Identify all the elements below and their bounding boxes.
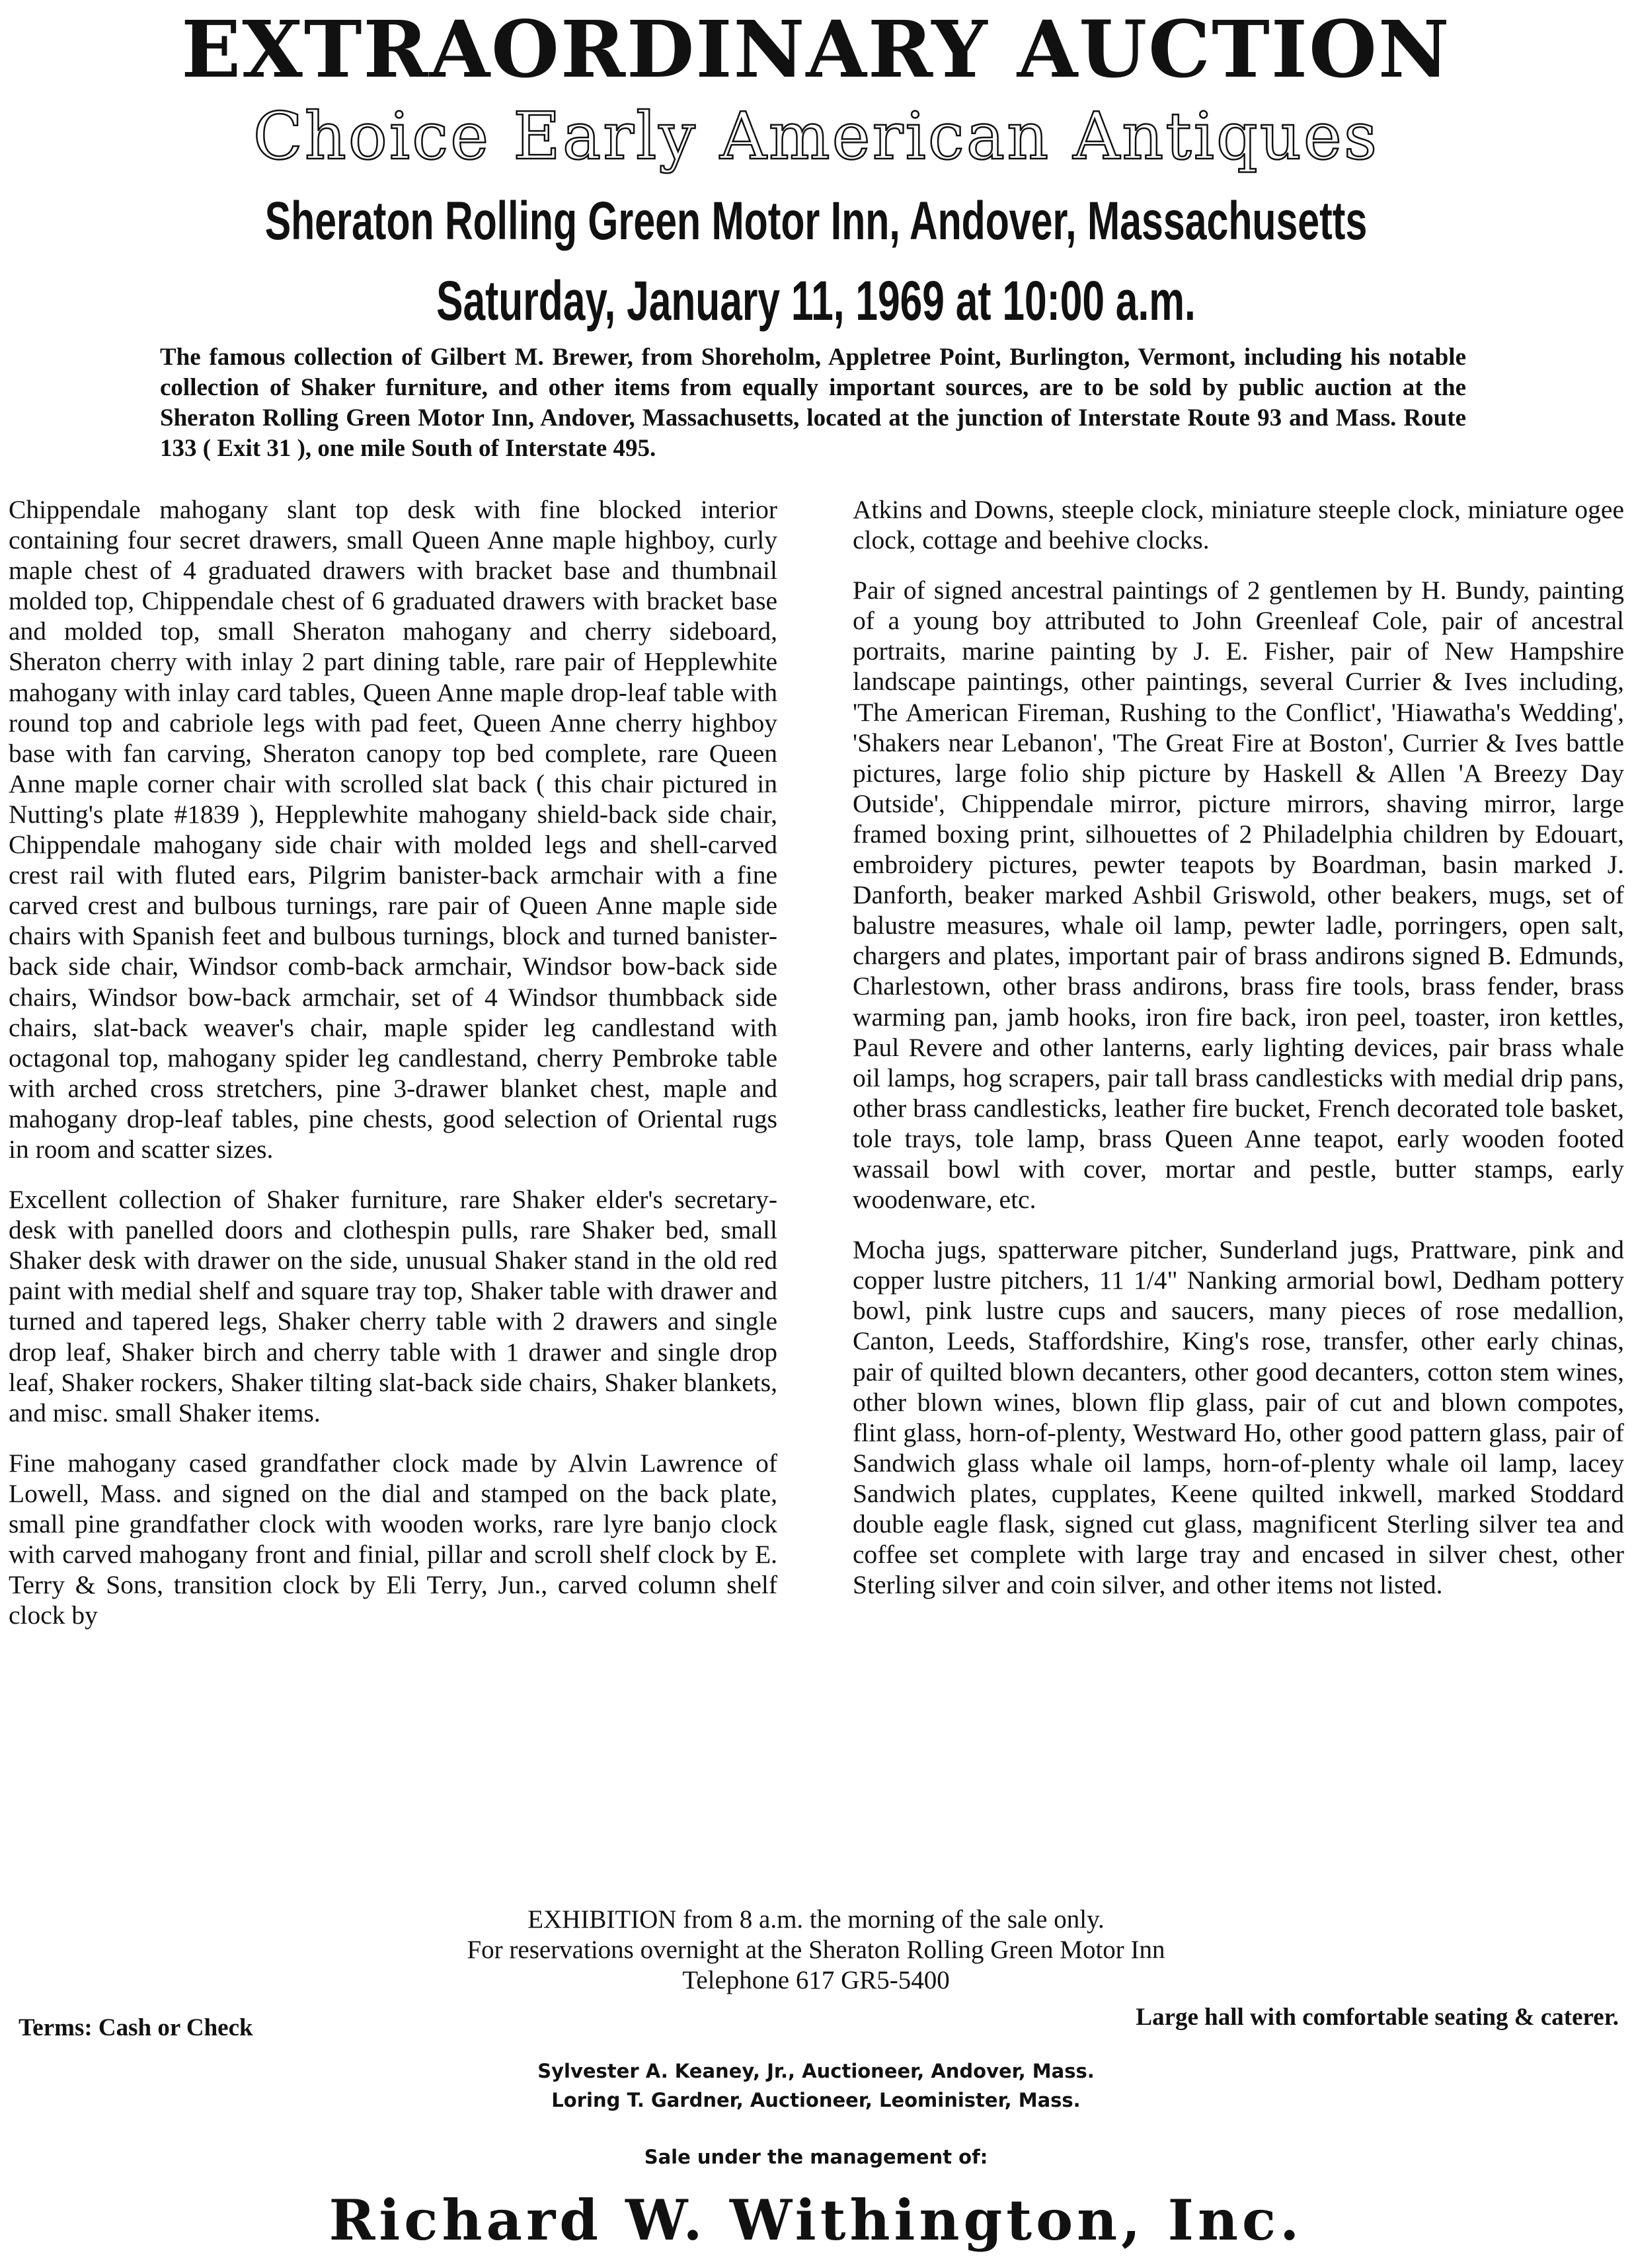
hall-text: Large hall with comfortable seating & caterer.	[1136, 2004, 1619, 2031]
exhibition-block	[0, 1905, 1632, 1996]
auctioneer-line-2: Loring T. Gardner, Auctioneer, Leominister, Mass.	[551, 2089, 1081, 2111]
exhibition-line: EXHIBITION from 8 a.m. the morning of the sale only.	[527, 1905, 1105, 1934]
clocks-continued-paragraph: Atkins and Downs, steeple clock, miniature steeple clock, miniature ogee clock, cottage and beehive clocks.	[853, 495, 1624, 555]
venue-line: Sheraton Rolling Green Motor Inn, Andover, Massachusetts	[264, 191, 1368, 251]
paintings-paragraph: Pair of signed ancestral paintings of 2 gentlemen by H. Bundy, painting of a young boy attributed to John Greenleaf Cole, pair of ancestral portraits, marine painting by J. E. Fisher, pair of New Hampshire landscape paintings, other paintings, several Currier & Ives including, 'The American Fireman, Rushing to the Conflict', 'Hiawatha's Wedding', 'Shakers near Lebanon', 'The Great Fire at Boston', Currier & Ives battle pictures, large folio ship picture by Haskell & Allen 'A Breezy Day Outside', Chippendale mirror, picture mirrors, shaving mirror, large framed boxing print, silhouettes of 2 Philadelphia children by Edouart, embroidery pictures, pewter teapots by Boardman, basin marked J. Danforth, beaker marked Ashbil Griswold, other beakers, mugs, set of balustre measures, whale oil lamp, pewter ladle, porringers, open salt, chargers and plates, important pair of brass andirons signed B. Edmunds, Charlestown, other brass andirons, brass fire tools, brass fender, brass warming pan, jamb hooks, iron fire back, iron peel, toaster, iron kettles, Paul Revere and other lanterns, early lighting devices, pair brass whale oil lamps, hog scrapers, pair tall brass candlesticks with medial drip pans, other brass candlesticks, leather fire bucket, French decorated tole basket, tole trays, tole lamp, brass Queen Anne teapot, early wooden footed wassail bowl with cover, mortar and pestle, butter stamps, early woodenware, etc.	[853, 576, 1624, 1215]
reservations-line: For reservations overnight at the Sheraton Rolling Green Motor Inn	[467, 1936, 1165, 1964]
subheadline: Choice Early American Antiques	[253, 99, 1379, 174]
furniture-paragraph: Chippendale mahogany slant top desk with fine blocked interior containing four secret drawers, small Queen Anne maple highboy, curly maple chest of 4 graduated drawers with bracket base and thumbnail molded top, Chippendale chest of 6 graduated drawers with bracket base and molded top, small Sheraton mahogany and cherry sideboard, Sheraton cherry with inlay 2 part dining table, rare pair of Hepplewhite mahogany with inlay card tables, Queen Anne maple drop-leaf table with round top and cabriole legs with pad feet, Queen Anne cherry highboy base with fan carving, Sheraton canopy top bed complete, rare Queen Anne maple corner chair with scrolled slat back ( this chair pictured in Nutting's plate #1839 ), Hepplewhite mahogany shield-back side chair, Chippendale mahogany side chair with molded legs and shell-carved crest rail with fluted ears, Pilgrim banister-back armchair with a fine carved crest and bulbous turnings, rare pair of Queen Anne maple side chairs with Spanish feet and bulbous turnings, block and turned banister-back side chair, Windsor comb-back armchair, Windsor bow-back side chairs, Windsor bow-back armchair, set of 4 Windsor thumbback side chairs, slat-back weaver's chair, maple spider leg candlestand with octagonal top, mahogany spider leg candlestand, cherry Pembroke table with arched cross stretchers, pine 3-drawer blanket chest, maple and mahogany drop-leaf tables, pine chests, good selection of Oriental rugs in room and scatter sizes.	[9, 495, 777, 1164]
company-name: Richard W. Withington, Inc.	[329, 2187, 1303, 2253]
shaker-paragraph: Excellent collection of Shaker furniture, rare Shaker elder's secretary-desk with panelled doors and clothespin pulls, rare Shaker bed, small Shaker desk with drawer on the side, unusual Shaker stand in the old red paint with medial shelf and square tray top, Shaker table with drawer and turned and tapered legs, Shaker cherry table with 2 drawers and single drop leaf, Shaker birch and cherry table with 1 drawer and single drop leaf, Shaker rockers, Shaker tilting slat-back side chairs, Shaker blankets, and misc. small Shaker items.	[9, 1185, 777, 1427]
auctioneers-block	[0, 2057, 1632, 2115]
telephone-line: Telephone 617 GR5-5400	[682, 1966, 950, 1994]
management-line: Sale under the management of:	[644, 2146, 988, 2168]
china-glass-paragraph: Mocha jugs, spatterware pitcher, Sunderland jugs, Prattware, pink and copper lustre pitchers, 11 1/4" Nanking armorial bowl, Dedham pottery bowl, pink lustre cups and saucers, many pieces of rose medallion, Canton, Leeds, Staffordshire, King's rose, transfer, other early chinas, pair of quilted blown decanters, other good decanters, cotton stem wines, other blown wines, blown flip glass, pair of cut and blown compotes, flint glass, horn-of-plenty, Westward Ho, other good pattern glass, pair of Sandwich glass whale oil lamps, horn-of-plenty whale oil lamp, lacey Sandwich plates, cupplates, Keene quilted inkwell, marked Stoddard double eagle flask, signed cut glass, magnificent Sterling silver tea and coffee set complete with large tray and encased in silver chest, other Sterling silver and coin silver, and other items not listed.	[853, 1235, 1624, 1600]
intro-paragraph: The famous collection of Gilbert M. Brewer, from Shoreholm, Appletree Point, Burlington, Vermont, including his notable collection of Shaker furniture, and other items from equally important sources, are to be sold by public auction at the Sheraton Rolling Green Motor Inn, Andover, Massachusetts, located at the junction of Interstate Route 93 and Mass. Route 133 ( Exit 31 ), one mile South of Interstate 495.	[160, 344, 1466, 462]
terms-text: Terms: Cash or Check	[19, 2014, 253, 2041]
right-column	[853, 494, 1624, 1620]
headline: EXTRAORDINARY AUCTION	[181, 3, 1451, 95]
date-line: Saturday, January 11, 1969 at 10:00 a.m.	[436, 270, 1196, 332]
auctioneer-line-1: Sylvester A. Keaney, Jr., Auctioneer, Andover, Mass.	[537, 2060, 1095, 2082]
clocks-paragraph: Fine mahogany cased grandfather clock made by Alvin Lawrence of Lowell, Mass. and signed on the dial and stamped on the back plate, small pine grandfather clock with wooden works, rare lyre banjo clock with carved mahogany front and finial, pillar and scroll shelf clock by E. Terry & Sons, transition clock by Eli Terry, Jun., carved column shelf clock by	[9, 1448, 777, 1630]
left-column	[9, 494, 777, 1650]
